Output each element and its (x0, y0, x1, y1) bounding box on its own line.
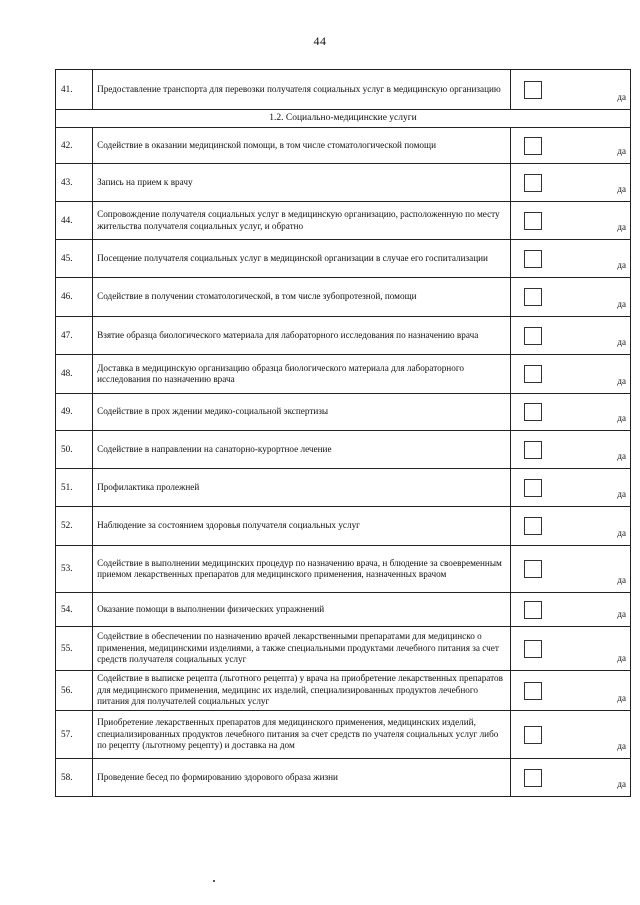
service-number: 44. (56, 202, 93, 240)
service-name: Запись на прием к врачу (93, 164, 511, 202)
service-name: Содействие в выписке рецепта (льготного рецепта) у врача на приобретение лекарственных препаратов для медицинского применения, медицинс их изделий, специализированных продуктов лечебного питания для получателей социальных услуг (93, 671, 511, 711)
answer-label: да (617, 412, 626, 423)
service-check-cell (510, 711, 630, 759)
service-checkbox[interactable] (524, 441, 542, 459)
table-row (56, 278, 631, 317)
service-name: Содействие в получении стоматологической, в том числе зубопротезной, помощи (93, 278, 511, 317)
service-checkbox[interactable] (524, 174, 542, 192)
service-name: Содействие в оказании медицинской помощи, в том числе стоматологической помощи (93, 128, 511, 164)
service-name: Содействие в направлении на санаторно-курортное лечение (93, 431, 511, 469)
answer-label: да (617, 450, 626, 461)
service-checkbox[interactable] (524, 327, 542, 345)
service-number: 49. (56, 394, 93, 431)
service-number: 57. (56, 711, 93, 759)
service-number: 42. (56, 128, 93, 164)
service-name: Оказание помощи в выполнении физических упражнений (93, 593, 511, 627)
service-name: Профилактика пролежней (93, 469, 511, 507)
service-check-cell (510, 164, 630, 202)
service-number: 54. (56, 593, 93, 627)
service-check-cell (510, 671, 630, 711)
section-title: 1.2. Социально-медицинские услуги (56, 110, 631, 128)
service-check-cell (510, 469, 630, 507)
answer-label: да (617, 375, 626, 386)
table-row (56, 355, 631, 394)
service-name: Посещение получателя социальных услуг в медицинской организации в случае его госпитализации (93, 240, 511, 278)
service-check-cell (510, 128, 630, 164)
table-row (56, 627, 631, 671)
service-check-cell (510, 240, 630, 278)
answer-label: да (617, 336, 626, 347)
service-checkbox[interactable] (524, 479, 542, 497)
answer-label: да (617, 145, 626, 156)
service-check-cell (510, 70, 630, 110)
table-row (56, 317, 631, 355)
table-row (56, 546, 631, 593)
table-row (56, 70, 631, 110)
answer-label: да (617, 91, 626, 102)
service-checkbox[interactable] (524, 288, 542, 306)
service-checkbox[interactable] (524, 137, 542, 155)
service-number: 51. (56, 469, 93, 507)
service-number: 47. (56, 317, 93, 355)
service-checkbox[interactable] (524, 81, 542, 99)
table-row (56, 164, 631, 202)
table-row (56, 240, 631, 278)
page-number: 44 (313, 34, 327, 48)
scan-artifact (213, 880, 215, 882)
service-check-cell (510, 546, 630, 593)
answer-label: да (617, 608, 626, 619)
service-name: Доставка в медицинскую организацию образца биологического материала для лабораторного исследования по назначению врача (93, 355, 511, 394)
table-row (56, 431, 631, 469)
service-name: Содействие в прох ждении медико-социальной экспертизы (93, 394, 511, 431)
service-check-cell (510, 317, 630, 355)
answer-label: да (617, 574, 626, 585)
service-check-cell (510, 355, 630, 394)
answer-label: да (617, 183, 626, 194)
service-name: Приобретение лекарственных препаратов для медицинского применения, медицинских изделий, специализированных продуктов лечебного питания за счет средств по учателя социальных услуг либо по рецепту (льготному рецепту) и доставка на дом (93, 711, 511, 759)
service-check-cell (510, 202, 630, 240)
service-check-cell (510, 431, 630, 469)
service-number: 53. (56, 546, 93, 593)
table-row (56, 469, 631, 507)
answer-label: да (617, 740, 626, 751)
answer-label: да (617, 527, 626, 538)
service-number: 45. (56, 240, 93, 278)
service-number: 50. (56, 431, 93, 469)
service-number: 56. (56, 671, 93, 711)
service-name: Проведение бесед по формированию здорового образа жизни (93, 759, 511, 797)
service-name: Предоставление транспорта для перевозки получателя социальных услуг в медицинскую организацию (93, 70, 511, 110)
service-name: Взятие образца биологического материала для лабораторного исследования по назначению врача (93, 317, 511, 355)
service-number: 48. (56, 355, 93, 394)
service-checkbox[interactable] (524, 365, 542, 383)
service-name: Сопровождение получателя социальных услуг в медицинскую организацию, расположенную по месту жительства получателя социальных услуг, и обратно (93, 202, 511, 240)
services-table (55, 69, 631, 797)
answer-label: да (617, 778, 626, 789)
table-row (56, 593, 631, 627)
service-name: Наблюдение за состоянием здоровья получателя социальных услуг (93, 507, 511, 546)
service-number: 55. (56, 627, 93, 671)
service-name: Содействие в выполнении медицинских процедур по назначению врача, н блюдение за своевременным приемом лекарственных препаратов для медицинского применения, назначенных врачом (93, 546, 511, 593)
service-check-cell (510, 507, 630, 546)
service-checkbox[interactable] (524, 212, 542, 230)
service-checkbox[interactable] (524, 601, 542, 619)
service-check-cell (510, 759, 630, 797)
service-check-cell (510, 278, 630, 317)
table-row (56, 128, 631, 164)
service-check-cell (510, 593, 630, 627)
service-checkbox[interactable] (524, 769, 542, 787)
service-number: 43. (56, 164, 93, 202)
table-row (56, 202, 631, 240)
table-row (56, 671, 631, 711)
service-check-cell (510, 627, 630, 671)
service-checkbox[interactable] (524, 640, 542, 658)
section-header-row (56, 110, 631, 128)
service-number: 46. (56, 278, 93, 317)
answer-label: да (617, 692, 626, 703)
answer-label: да (617, 259, 626, 270)
service-checkbox[interactable] (524, 682, 542, 700)
service-name: Содействие в обеспечении по назначению врачей лекарственными препаратами для медицинско о применения, медицинскими изделиями, а также специальными продуктами лечебного питания за счет средств получателя социальных услуг (93, 627, 511, 671)
service-check-cell (510, 394, 630, 431)
service-checkbox[interactable] (524, 726, 542, 744)
table-row (56, 759, 631, 797)
service-checkbox[interactable] (524, 250, 542, 268)
service-number: 52. (56, 507, 93, 546)
table-row (56, 507, 631, 546)
service-checkbox[interactable] (524, 560, 542, 578)
answer-label: да (617, 652, 626, 663)
answer-label: да (617, 298, 626, 309)
service-number: 41. (56, 70, 93, 110)
service-checkbox[interactable] (524, 403, 542, 421)
table-row (56, 394, 631, 431)
answer-label: да (617, 221, 626, 232)
service-checkbox[interactable] (524, 517, 542, 535)
service-number: 58. (56, 759, 93, 797)
answer-label: да (617, 488, 626, 499)
table-row (56, 711, 631, 759)
